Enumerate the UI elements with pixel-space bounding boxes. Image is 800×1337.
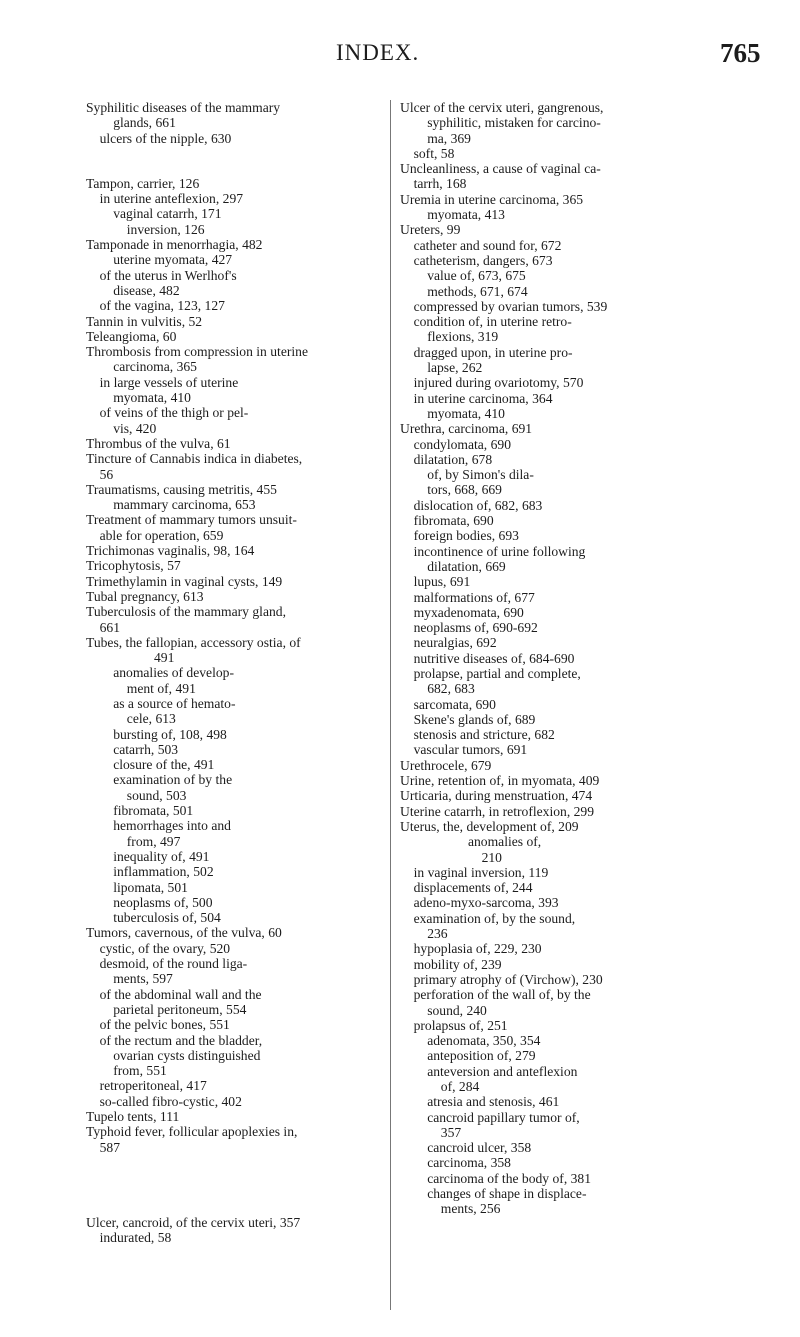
index-entry: Traumatisms, causing metritis, 455 [86,481,277,497]
index-entry: Typhoid fever, follicular apoplexies in, [86,1124,298,1140]
index-entry: cystic, of the ovary, 520 [86,940,231,956]
index-entry: incontinence of urine following [400,543,586,559]
index-entry: from, 497 [86,833,181,849]
index-entry: injured during ovariotomy, 570 [400,375,584,391]
index-entry: 210 [400,849,502,865]
page-title: INDEX. [336,40,420,65]
index-entry: Thrombus of the vulva, 61 [86,435,231,451]
index-entry: tarrh, 168 [400,176,467,192]
index-entry: cele, 613 [86,711,176,727]
index-entry: ovarian cysts distinguished [86,1047,261,1063]
index-entry: condylomata, 690 [400,436,511,452]
index-entry: of the uterus in Werlhof's [86,267,237,283]
index-entry: myxadenomata, 690 [400,604,524,620]
index-entry: Tumors, cavernous, of the vulva, 60 [86,925,282,941]
index-entry: vascular tumors, 691 [400,742,528,758]
index-entry: hemorrhages into and [86,818,231,834]
index-entry: methods, 671, 674 [400,283,528,299]
index-entry: lapse, 262 [400,360,483,376]
index-entry: Urethra, carcinoma, 691 [400,421,533,437]
index-entry: closure of the, 491 [86,757,215,773]
column-divider [390,100,391,1310]
index-entry: adeno-myxo-sarcoma, 393 [400,895,559,911]
index-entry: syphilitic, mistaken for carcino- [400,115,601,131]
index-entry: Ulcer of the cervix uteri, gangrenous, [400,100,604,115]
index-entry: tuberculosis of, 504 [86,910,221,926]
index-entry: Tuberculosis of the mammary gland, [86,604,286,620]
index-entry: examination of, by the sound, [400,910,576,926]
index-entry: desmoid, of the round liga- [86,956,248,972]
index-entry: Uremia in uterine carcinoma, 365 [400,191,584,207]
index-entry: Urine, retention of, in myomata, 409 [400,773,600,789]
index-entry: of the pelvic bones, 551 [86,1017,230,1033]
index-entry: anomalies of, [400,834,542,850]
index-entry: from, 551 [86,1063,167,1079]
index-entry: catarrh, 503 [86,741,179,757]
index-entry: hypoplasia of, 229, 230 [400,941,542,957]
index-entry: Uterus, the, development of, 209 [400,818,579,834]
index-entry: atresia and stenosis, 461 [400,1094,560,1110]
page-header [0,38,800,78]
index-entry: uterine myomata, 427 [86,252,233,268]
blank-line [86,1185,386,1215]
index-entry: retroperitoneal, 417 [86,1078,207,1094]
index-entry: Tricophytosis, 57 [86,558,181,574]
index-entry: in uterine carcinoma, 364 [400,390,553,406]
index-entry: carcinoma, 358 [400,1155,511,1171]
index-entry: of, by Simon's dila- [400,467,534,483]
index-entry: so-called fibro-cystic, 402 [86,1093,242,1109]
index-entry: malformations of, 677 [400,589,535,605]
index-entry: mammary carcinoma, 653 [86,497,256,513]
index-entry: Tincture of Cannabis indica in diabetes, [86,451,303,467]
index-entry: 661 [86,619,120,635]
index-entry: vis, 420 [86,420,157,436]
index-entry: dislocation of, 682, 683 [400,497,543,513]
index-entry: Ureters, 99 [400,222,461,238]
index-entry: 587 [86,1139,120,1155]
index-entry: sound, 503 [86,787,187,803]
index-entry: tors, 668, 669 [400,482,502,498]
index-entry: sound, 240 [400,1002,487,1018]
index-entry: Syphilitic diseases of the mammary [86,100,281,115]
index-entry: dilatation, 669 [400,558,506,574]
index-entry: 357 [400,1124,462,1140]
index-entry: foreign bodies, 693 [400,528,519,544]
index-entry: soft, 58 [400,145,455,161]
index-entry: Tubes, the fallopian, accessory ostia, of [86,634,301,650]
index-entry: carcinoma of the body of, 381 [400,1170,592,1186]
index-entry: flexions, 319 [400,329,499,345]
page-number: 765 [720,38,761,68]
index-column-left [86,100,386,1245]
index-entry: glands, 661 [86,115,176,131]
index-entry: dragged upon, in uterine pro- [400,344,573,360]
index-entry: fibromata, 501 [86,803,194,819]
index-entry: myomata, 413 [400,207,505,223]
index-entry: of the vagina, 123, 127 [86,298,225,314]
index-entry: lipomata, 501 [86,879,188,895]
index-entry: neoplasms of, 500 [86,894,213,910]
index-entry: Tubal pregnancy, 613 [86,588,204,604]
index-entry: 491 [86,650,175,666]
index-entry: Uncleanliness, a cause of vaginal ca- [400,161,601,177]
index-entry: sarcomata, 690 [400,696,496,712]
index-entry: dilatation, 678 [400,451,493,467]
index-entry: Tannin in vulvitis, 52 [86,313,203,329]
index-entry: adenomata, 350, 354 [400,1033,541,1049]
index-entry: Urticaria, during menstruation, 474 [400,788,593,804]
index-entry: neoplasms of, 690-692 [400,620,538,636]
index-entry: Tampon, carrier, 126 [86,175,200,191]
index-entry: changes of shape in displace- [400,1186,587,1202]
index-entry: ulcers of the nipple, 630 [86,130,232,146]
index-entry: able for operation, 659 [86,527,224,543]
index-entry: Skene's glands of, 689 [400,711,536,727]
index-entry: Thrombosis from compression in uterine [86,344,308,360]
index-entry: nutritive diseases of, 684-690 [400,650,575,666]
index-entry: ments, 256 [400,1201,501,1217]
index-entry: parietal peritoneum, 554 [86,1001,247,1017]
index-entry: neuralgias, 692 [400,635,497,651]
index-entry: in uterine anteflexion, 297 [86,191,244,207]
index-entry: 56 [86,466,114,482]
index-entry: condition of, in uterine retro- [400,314,572,330]
index-entry: inversion, 126 [86,221,205,237]
index-entry: catheterism, dangers, 673 [400,252,553,268]
index-entry: prolapsus of, 251 [400,1017,508,1033]
index-entry: of, 284 [400,1079,480,1094]
index-entry: in vaginal inversion, 119 [400,864,549,880]
index-entry: Treatment of mammary tumors unsuit- [86,512,297,528]
index-entry: ment of, 491 [86,680,196,696]
index-entry: of the abdominal wall and the [86,986,262,1002]
index-entry: inflammation, 502 [86,864,214,880]
index-entry: Uterine catarrh, in retroflexion, 299 [400,803,595,819]
index-entry: fibromata, 690 [400,513,494,529]
index-entry: inequality of, 491 [86,848,210,864]
index-entry: ments, 597 [86,971,173,987]
index-entry: perforation of the wall of, by the [400,987,591,1003]
index-entry: anomalies of develop- [86,665,234,681]
index-entry: Urethrocele, 679 [400,757,492,773]
index-entry: 236 [400,926,448,942]
index-entry: myomata, 410 [86,390,191,406]
index-entry: prolapse, partial and complete, [400,665,581,681]
index-entry: in large vessels of uterine [86,374,239,390]
index-entry: primary atrophy of (Virchow), 230 [400,971,603,987]
index-entry: of the rectum and the bladder, [86,1032,263,1048]
index-entry: carcinoma, 365 [86,359,197,375]
index-entry: Trichimonas vaginalis, 98, 164 [86,543,255,559]
index-entry: cancroid papillary tumor of, [400,1109,580,1125]
index-entry: catheter and sound for, 672 [400,237,562,253]
index-entry: of veins of the thigh or pel- [86,405,249,421]
index-entry: lupus, 691 [400,574,471,590]
index-entry: myomata, 410 [400,405,505,421]
index-entry: ma, 369 [400,130,471,146]
index-entry: as a source of hemato- [86,695,236,711]
index-entry: anteversion and anteflexion [400,1063,578,1079]
index-entry: value of, 673, 675 [400,268,526,284]
index-entry: disease, 482 [86,282,180,298]
index-entry: Tupelo tents, 111 [86,1109,180,1124]
index-entry: anteposition of, 279 [400,1048,536,1064]
index-entry: cancroid ulcer, 358 [400,1140,532,1156]
index-entry: Tamponade in menorrhagia, 482 [86,237,263,253]
index-entry: bursting of, 108, 498 [86,726,227,742]
blank-line [86,1155,386,1185]
index-column-right [400,100,695,1217]
index-entry: 682, 683 [400,681,475,697]
index-entry: Teleangioma, 60 [86,328,177,344]
index-entry: displacements of, 244 [400,880,533,896]
index-entry: stenosis and stricture, 682 [400,727,555,743]
index-entry: mobility of, 239 [400,956,502,972]
index-entry: examination of by the [86,772,233,788]
index-entry: indurated, 58 [86,1230,172,1246]
index-entry: Trimethylamin in vaginal cysts, 149 [86,573,283,589]
blank-line [86,146,386,176]
index-entry: vaginal catarrh, 171 [86,206,222,222]
index-entry: Ulcer, cancroid, of the cervix uteri, 357 [86,1214,301,1230]
index-entry: compressed by ovarian tumors, 539 [400,298,608,314]
